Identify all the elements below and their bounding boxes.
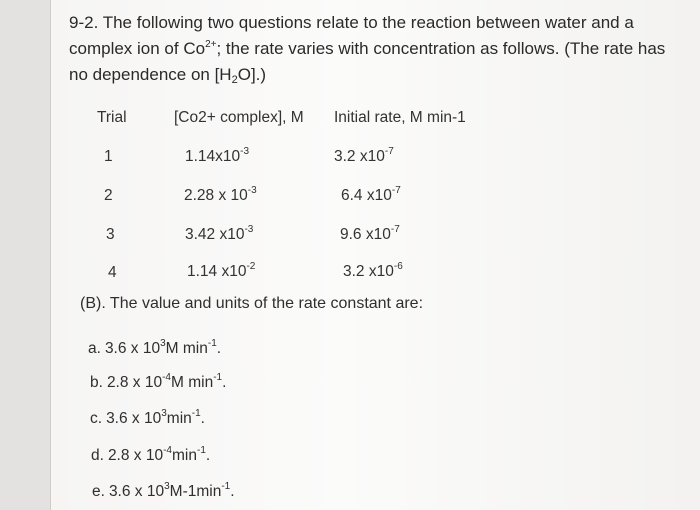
trial-1: 1 xyxy=(104,148,113,165)
question-b: (B). The value and units of the rate constant are: xyxy=(80,295,424,312)
rate-3: 9.6 $x10^{-7}$ xyxy=(340,224,400,243)
choice-e[interactable]: e. 3.6 x $10^3M-1\min^{-1}$. xyxy=(92,481,235,500)
water-subscript: 2 xyxy=(231,74,238,86)
rate-4: 3.2 $x10^{-6}$ xyxy=(343,261,403,280)
prompt-text-2: ; the rate varies with concentration as follows. (The rate has no dependence on [H xyxy=(69,39,666,84)
charge-superscript: 2+ xyxy=(205,39,217,50)
problem-statement xyxy=(69,10,684,88)
prompt-text-1: 9-2. The following two questions relate to the reaction between water and a complex ion of Co xyxy=(69,13,634,58)
conc-1: $1.14x10^{-3}$ xyxy=(185,146,250,165)
prompt-text-3: O].) xyxy=(237,65,267,84)
trial-3: 3 xyxy=(106,226,115,243)
header-initial-rate: Initial rate, M min-1 xyxy=(334,109,466,126)
conc-2: 2.28 x $10^{-3}$ xyxy=(184,185,257,204)
trial-2: 2 xyxy=(104,187,113,204)
choice-b[interactable]: b. 2.8 x $10^{-4}M$ $\min^{-1}$. xyxy=(90,372,227,391)
trial-4: 4 xyxy=(108,264,117,281)
choice-d[interactable]: d. 2.8 x $10^{-4}\min^{-1}$. xyxy=(91,445,211,464)
header-trial: Trial xyxy=(97,109,127,126)
conc-4: 1.14 $x10^{-2}$ xyxy=(187,261,256,280)
header-concentration: [Co2+ complex], M xyxy=(174,109,304,126)
rate-1: 3.2 $x10^{-7}$ xyxy=(334,146,394,165)
choice-c[interactable]: c. 3.6 x $10^3\min^{-1}$. xyxy=(90,408,205,427)
rate-2: 6.4 $x10^{-7}$ xyxy=(341,185,401,204)
conc-3: 3.42 $x10^{-3}$ xyxy=(185,224,254,243)
choice-a[interactable]: a. 3.6 x $10^3M$ $\min^{-1}$. xyxy=(88,338,222,357)
